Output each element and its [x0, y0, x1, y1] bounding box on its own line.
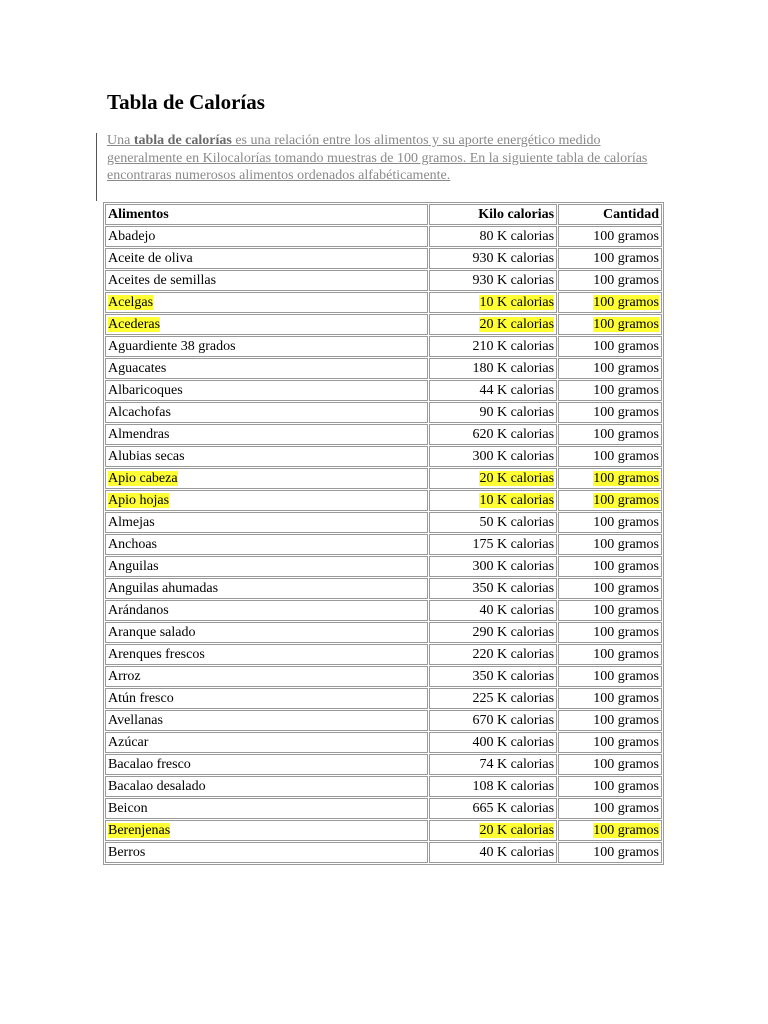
- cell-quantity: [558, 754, 662, 775]
- cell-kcal-text: 108 K calorias: [472, 779, 555, 794]
- cell-quantity: [558, 336, 662, 357]
- cell-kcal: [429, 248, 557, 269]
- cell-kcal-text: 90 K calorias: [479, 405, 555, 420]
- cell-quantity-text: 100 gramos: [593, 581, 659, 596]
- cell-quantity: [558, 402, 662, 423]
- cell-kcal: [429, 534, 557, 555]
- cell-food: [105, 314, 428, 335]
- cell-food-text: Anguilas ahumadas: [108, 581, 219, 596]
- table-row: [105, 490, 662, 511]
- cell-quantity-text: 100 gramos: [593, 361, 659, 376]
- cell-food: [105, 556, 428, 577]
- cell-kcal-text: 210 K calorias: [472, 339, 555, 354]
- cell-food: [105, 534, 428, 555]
- table-row: [105, 556, 662, 577]
- cell-kcal: [429, 600, 557, 621]
- cell-kcal: [429, 490, 557, 511]
- table-row: [105, 710, 662, 731]
- cell-food-text: Anchoas: [108, 537, 157, 552]
- cell-food-text: Acederas: [108, 317, 161, 332]
- cell-food: [105, 424, 428, 445]
- cell-food-text: Albaricoques: [108, 383, 183, 398]
- cell-quantity-text: 100 gramos: [593, 757, 659, 772]
- cell-food: [105, 380, 428, 401]
- cell-kcal: [429, 798, 557, 819]
- cell-kcal-text: 400 K calorias: [472, 735, 555, 750]
- cell-quantity-text: 100 gramos: [593, 383, 659, 398]
- cell-quantity: [558, 314, 662, 335]
- cell-kcal-text: 20 K calorias: [479, 471, 555, 486]
- cell-kcal: [429, 226, 557, 247]
- cell-kcal-text: 20 K calorias: [479, 823, 555, 838]
- cell-quantity: [558, 534, 662, 555]
- cell-kcal: [429, 358, 557, 379]
- cell-food: [105, 688, 428, 709]
- table-header-row: [105, 204, 662, 225]
- cell-quantity: [558, 688, 662, 709]
- cell-food-text: Bacalao desalado: [108, 779, 206, 794]
- cell-kcal-text: 10 K calorias: [479, 493, 555, 508]
- cell-quantity: [558, 710, 662, 731]
- cell-quantity-text: 100 gramos: [593, 493, 659, 508]
- cell-kcal: [429, 380, 557, 401]
- cell-kcal-text: 670 K calorias: [472, 713, 555, 728]
- table-row: [105, 402, 662, 423]
- cell-food: [105, 270, 428, 291]
- cell-quantity-text: 100 gramos: [593, 537, 659, 552]
- cell-kcal-text: 20 K calorias: [479, 317, 555, 332]
- table-row: [105, 292, 662, 313]
- cell-food: [105, 600, 428, 621]
- cell-food: [105, 226, 428, 247]
- cell-food: [105, 248, 428, 269]
- intro-bold-term: tabla de calorías: [133, 133, 232, 148]
- cell-food: [105, 710, 428, 731]
- cell-quantity: [558, 468, 662, 489]
- cell-quantity-text: 100 gramos: [593, 559, 659, 574]
- intro-suffix: es una relación entre los alimentos y su aporte energético medido generalmente en Kilocalorías tomando muestras de 100 gramos. En la siguiente tabla de calorías encontraras numerosos alimentos ordenados alfabéticamente.: [107, 133, 648, 183]
- cell-food: [105, 578, 428, 599]
- cell-food-text: Bacalao fresco: [108, 757, 191, 772]
- cell-kcal: [429, 270, 557, 291]
- cell-kcal-text: 74 K calorias: [479, 757, 555, 772]
- cell-quantity: [558, 358, 662, 379]
- cell-kcal: [429, 314, 557, 335]
- cell-kcal-text: 665 K calorias: [472, 801, 555, 816]
- table-row: [105, 446, 662, 467]
- table-row: [105, 468, 662, 489]
- cell-quantity-text: 100 gramos: [593, 229, 659, 244]
- cell-kcal-text: 930 K calorias: [472, 251, 555, 266]
- cell-food-text: Aranque salado: [108, 625, 196, 640]
- cell-quantity-text: 100 gramos: [593, 669, 659, 684]
- cell-quantity-text: 100 gramos: [593, 405, 659, 420]
- cell-food-text: Avellanas: [108, 713, 163, 728]
- table-row: [105, 226, 662, 247]
- table-row: [105, 358, 662, 379]
- cell-food-text: Berenjenas: [108, 823, 171, 838]
- cell-kcal: [429, 446, 557, 467]
- cell-quantity-text: 100 gramos: [593, 735, 659, 750]
- cell-kcal-text: 220 K calorias: [472, 647, 555, 662]
- cell-quantity-text: 100 gramos: [593, 317, 659, 332]
- cell-quantity: [558, 226, 662, 247]
- cell-kcal-text: 350 K calorias: [472, 581, 555, 596]
- table-row: [105, 666, 662, 687]
- header-quantity: Cantidad: [558, 204, 662, 225]
- cell-food: [105, 666, 428, 687]
- cell-food-text: Azúcar: [108, 735, 149, 750]
- cell-kcal: [429, 336, 557, 357]
- cell-food-text: Aguardiente 38 grados: [108, 339, 236, 354]
- cell-food-text: Apio cabeza: [108, 471, 178, 486]
- table-row: [105, 270, 662, 291]
- table-row: [105, 512, 662, 533]
- cell-quantity-text: 100 gramos: [593, 823, 659, 838]
- cell-food: [105, 336, 428, 357]
- cell-food: [105, 776, 428, 797]
- cell-food: [105, 754, 428, 775]
- cell-kcal: [429, 292, 557, 313]
- cell-kcal-text: 44 K calorias: [479, 383, 555, 398]
- cell-quantity-text: 100 gramos: [593, 471, 659, 486]
- header-food: Alimentos: [105, 204, 428, 225]
- table-row: [105, 314, 662, 335]
- cell-food: [105, 292, 428, 313]
- cell-quantity: [558, 512, 662, 533]
- cell-kcal-text: 300 K calorias: [472, 559, 555, 574]
- table-row: [105, 534, 662, 555]
- cell-quantity: [558, 380, 662, 401]
- cell-kcal: [429, 468, 557, 489]
- cell-kcal: [429, 754, 557, 775]
- cell-quantity: [558, 424, 662, 445]
- cell-kcal: [429, 688, 557, 709]
- cell-quantity: [558, 798, 662, 819]
- cell-food-text: Abadejo: [108, 229, 156, 244]
- cell-quantity: [558, 842, 662, 863]
- cell-quantity-text: 100 gramos: [593, 251, 659, 266]
- table-row: [105, 842, 662, 863]
- cell-quantity: [558, 292, 662, 313]
- cell-quantity-text: 100 gramos: [593, 295, 659, 310]
- cell-kcal-text: 40 K calorias: [479, 603, 555, 618]
- cell-food: [105, 798, 428, 819]
- cell-food-text: Apio hojas: [108, 493, 170, 508]
- cell-quantity-text: 100 gramos: [593, 647, 659, 662]
- cell-quantity: [558, 666, 662, 687]
- cell-food: [105, 644, 428, 665]
- cell-quantity-text: 100 gramos: [593, 713, 659, 728]
- table-body: [105, 226, 662, 863]
- cell-quantity: [558, 578, 662, 599]
- cell-quantity-text: 100 gramos: [593, 339, 659, 354]
- cell-quantity: [558, 490, 662, 511]
- cell-quantity: [558, 820, 662, 841]
- table-row: [105, 776, 662, 797]
- header-kcal: Kilo calorias: [429, 204, 557, 225]
- cell-kcal: [429, 710, 557, 731]
- table-row: [105, 688, 662, 709]
- cell-food-text: Anguilas: [108, 559, 159, 574]
- cell-kcal-text: 175 K calorias: [472, 537, 555, 552]
- cell-food-text: Arroz: [108, 669, 141, 684]
- cell-kcal-text: 40 K calorias: [479, 845, 555, 860]
- table-row: [105, 600, 662, 621]
- intro-paragraph[interactable]: [107, 132, 667, 185]
- cell-kcal: [429, 578, 557, 599]
- cell-kcal-text: 225 K calorias: [472, 691, 555, 706]
- cell-food-text: Aceite de oliva: [108, 251, 193, 266]
- cell-kcal-text: 620 K calorias: [472, 427, 555, 442]
- cell-kcal-text: 80 K calorias: [479, 229, 555, 244]
- cell-food: [105, 358, 428, 379]
- table-row: [105, 820, 662, 841]
- cell-quantity: [558, 622, 662, 643]
- cell-kcal-text: 930 K calorias: [472, 273, 555, 288]
- table-row: [105, 380, 662, 401]
- table-row: [105, 798, 662, 819]
- cell-food-text: Alubias secas: [108, 449, 185, 464]
- cell-kcal-text: 50 K calorias: [479, 515, 555, 530]
- cell-food: [105, 820, 428, 841]
- cell-food-text: Alcachofas: [108, 405, 171, 420]
- cell-food-text: Aceites de semillas: [108, 273, 217, 288]
- cell-food: [105, 512, 428, 533]
- cell-quantity: [558, 556, 662, 577]
- cell-quantity: [558, 732, 662, 753]
- cell-quantity: [558, 446, 662, 467]
- cell-food-text: Acelgas: [108, 295, 154, 310]
- cell-quantity-text: 100 gramos: [593, 449, 659, 464]
- cell-kcal: [429, 556, 557, 577]
- cell-food-text: Atún fresco: [108, 691, 174, 706]
- cell-food: [105, 402, 428, 423]
- cell-quantity: [558, 644, 662, 665]
- cell-food: [105, 622, 428, 643]
- cell-food-text: Berros: [108, 845, 146, 860]
- cell-kcal: [429, 402, 557, 423]
- cell-kcal: [429, 644, 557, 665]
- table-row: [105, 644, 662, 665]
- cell-kcal: [429, 622, 557, 643]
- cell-food-text: Almejas: [108, 515, 155, 530]
- cell-food-text: Arenques frescos: [108, 647, 205, 662]
- cell-quantity-text: 100 gramos: [593, 273, 659, 288]
- cell-quantity-text: 100 gramos: [593, 691, 659, 706]
- cell-kcal-text: 10 K calorias: [479, 295, 555, 310]
- cell-food-text: Beicon: [108, 801, 148, 816]
- cell-kcal: [429, 424, 557, 445]
- cell-kcal: [429, 732, 557, 753]
- cell-quantity-text: 100 gramos: [593, 427, 659, 442]
- cell-food-text: Almendras: [108, 427, 170, 442]
- cell-kcal: [429, 512, 557, 533]
- cell-quantity-text: 100 gramos: [593, 625, 659, 640]
- cell-food: [105, 490, 428, 511]
- cell-food-text: Arándanos: [108, 603, 169, 618]
- table-row: [105, 248, 662, 269]
- cell-kcal-text: 350 K calorias: [472, 669, 555, 684]
- intro-prefix: Una: [107, 133, 134, 148]
- cell-kcal: [429, 820, 557, 841]
- cell-food: [105, 446, 428, 467]
- cell-quantity-text: 100 gramos: [593, 779, 659, 794]
- intro-margin-bar: [96, 133, 97, 201]
- table-row: [105, 578, 662, 599]
- calorie-table: [103, 202, 664, 865]
- cell-kcal: [429, 842, 557, 863]
- cell-quantity: [558, 600, 662, 621]
- cell-quantity: [558, 270, 662, 291]
- table-row: [105, 754, 662, 775]
- cell-quantity-text: 100 gramos: [593, 845, 659, 860]
- table-row: [105, 732, 662, 753]
- cell-quantity: [558, 248, 662, 269]
- cell-food: [105, 732, 428, 753]
- cell-quantity: [558, 776, 662, 797]
- cell-food: [105, 842, 428, 863]
- cell-kcal: [429, 666, 557, 687]
- page-title: Tabla de Calorías: [107, 90, 265, 114]
- table-row: [105, 336, 662, 357]
- cell-kcal-text: 300 K calorias: [472, 449, 555, 464]
- table-row: [105, 622, 662, 643]
- cell-kcal-text: 290 K calorias: [472, 625, 555, 640]
- cell-kcal: [429, 776, 557, 797]
- cell-food-text: Aguacates: [108, 361, 167, 376]
- table-row: [105, 424, 662, 445]
- cell-kcal-text: 180 K calorias: [472, 361, 555, 376]
- cell-food: [105, 468, 428, 489]
- cell-quantity-text: 100 gramos: [593, 603, 659, 618]
- cell-quantity-text: 100 gramos: [593, 515, 659, 530]
- cell-quantity-text: 100 gramos: [593, 801, 659, 816]
